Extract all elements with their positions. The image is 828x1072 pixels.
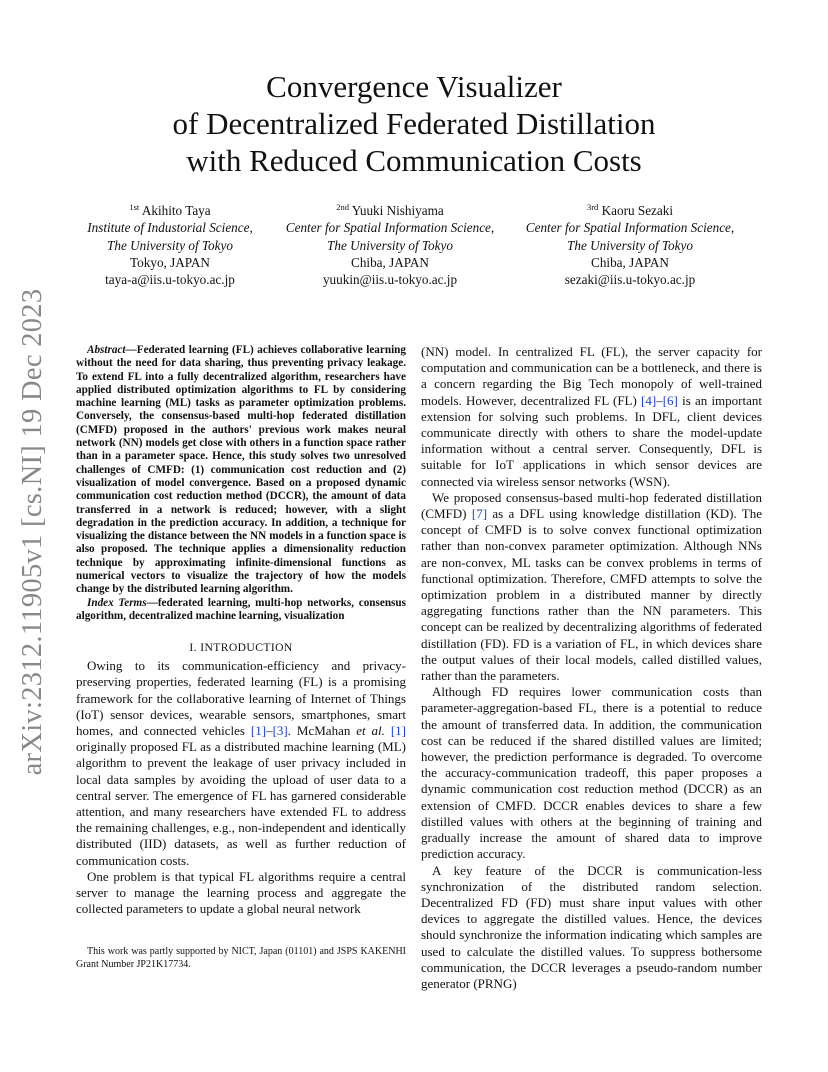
index-terms-heading: Index Terms bbox=[87, 596, 147, 609]
left-column bbox=[76, 344, 406, 917]
right-paragraph-4: A key feature of the DCCR is communication-less synchronization of the distributed random selection. Decentralized FD (FD) must share input values with other devices to aggregate the distilled values. Hence, the devices should synchronize the information indicating which samples are used to calculate the distilled values. To suppress bothersome communication, the DCCR leverages a pseudo-random number generator (PRNG) bbox=[421, 862, 762, 991]
intro-paragraph-2: One problem is that typical FL algorithms require a central server to manage the learning process and aggregate the collected parameters to update a global neural network bbox=[76, 868, 406, 917]
abstract bbox=[76, 344, 406, 597]
footnote: This work was partly supported by NICT, Japan (01101) and JSPS KAKENHI Grant Number JP21K17734. bbox=[76, 946, 406, 970]
author-location: Chiba, JAPAN bbox=[351, 254, 429, 270]
paper-title bbox=[0, 68, 828, 179]
abstract-heading: Abstract bbox=[87, 344, 126, 356]
right-column bbox=[421, 344, 762, 992]
citation-link[interactable]: [7] bbox=[471, 506, 488, 522]
author-affiliation: The University of Tokyo bbox=[107, 237, 233, 253]
index-terms bbox=[76, 597, 406, 624]
citation-link[interactable]: [1] bbox=[390, 723, 407, 739]
arxiv-identifier: arXiv:2312.11905v1 [cs.NI] 19 Dec 2023 bbox=[17, 288, 48, 776]
author-affiliation: Center for Spatial Information Science, bbox=[525, 220, 735, 236]
citation-link[interactable]: [1] bbox=[250, 723, 267, 739]
abstract-text: —Federated learning (FL) achieves collaborative learning without the need for data sharing, thus preventing privacy leakage. To extend FL into a fully decentralized algorithm, researchers have applied distributed optimization algorithms to FL by considering machine learning (ML) tasks as parameter optimization problems. Conversely, the consensus-based multi-hop federated distillation (CMFD) proposed in the authors' previous work makes neural network (NN) models get close with others in a function space rather than in a parameter space. Hence, this study solves two unresolved challenges of CMFD: (1) communication cost reduction and (2) visualization of model convergence. Based on a proposed dynamic communication cost reduction method (DCCR), the amount of data transferred in a network is reduced; however, with a slight degradation in the prediction accuracy. In addition, a technique for visualizing the distance between the NN models in a function space is also proposed. The technique applies a dimensionality reduction technique by approximating infinite-dimensional functions as numerical vectors to visualize the trajectory of how the models change by the distributed learning algorithm. bbox=[76, 344, 406, 596]
author-block-3 bbox=[512, 202, 748, 288]
author-email[interactable]: taya-a@iis.u-tokyo.ac.jp bbox=[105, 272, 235, 288]
author-email[interactable]: yuukin@iis.u-tokyo.ac.jp bbox=[322, 272, 458, 288]
author-block-1 bbox=[72, 202, 268, 288]
author-name: $^{3rd}$ Kaoru Sezaki bbox=[586, 202, 674, 218]
author-affiliation: Center for Spatial Information Science, bbox=[285, 220, 495, 236]
author-location: Tokyo, JAPAN bbox=[130, 254, 210, 270]
right-paragraph-3: Although FD requires lower communication costs than parameter-aggregation-based FL, there is a potential to reduce the amount of transferred data. In addition, the communication cost can be reduced if the shared distilled values are limited; however, the prediction performance is degraded. To overcome the accuracy-communication tradeoff, this paper proposes a dynamic communication cost reduction method (DCCR) as an extension of CMFD. DCCR enables devices to share a few distilled values with others at the beginning of training and gradually increase the amount of shared data to improve prediction accuracy. bbox=[421, 684, 762, 862]
section-heading: I. INTRODUCTION bbox=[189, 641, 293, 655]
author-name: $^{2nd}$ Yuuki Nishiyama bbox=[336, 202, 444, 218]
right-paragraph-2: We proposed consensus-based multi-hop federated distillation (CMFD) [7] as a DFL using knowledge distillation (KD). The concept of CMFD is to solve convex functional optimization rather than non-convex parameter optimization. Although NNs are non-convex, ML tasks can be convex problems in terms of functional optimization. Therefore, CMFD attempts to solve the optimization problem in a distributed manner by directly aggregating functions rather than the NN parameters. This concept can be realized by decentralizing algorithms of federated distillation (FD). FD is a variation of FL, in which devices share the output values of their local models, called distilled values, rather than the parameters. bbox=[421, 489, 762, 684]
author-name: $^{1st}$ Akihito Taya bbox=[129, 202, 211, 218]
index-terms-text: —federated learning, multi-hop networks, consensus algorithm, decentralized machine learning, visualization bbox=[76, 596, 406, 622]
intro-paragraph-1: Owing to its communication-efficiency and privacy-preserving properties, federated learning (FL) is a promising framework for the collaborative learning of Internet of Things (IoT) sensor devices, wearable sensors, smartphones, smart homes, and connected vehicles [1]–[3]. McMahan et al. [1] originally proposed FL as a distributed machine learning (ML) algorithm to prevent the leakage of user privacy included in local data samples by avoiding the upload of user data to a central server. The emergence of FL has garnered considerable attention, and many researchers have extended FL to address the remaining challenges, e.g., non-independent and identically distributed (IID) datasets, as well as further reduction of communication costs. bbox=[76, 658, 407, 868]
title-line-2: of Decentralized Federated Distillation bbox=[172, 106, 656, 141]
arxiv-stamp bbox=[12, 288, 54, 776]
citation-link[interactable]: [3] bbox=[272, 723, 288, 739]
citation-link[interactable]: [6] bbox=[662, 392, 678, 408]
right-paragraph-1: (NN) model. In centralized FL (FL), the server capacity for computation and communication can be a bottleneck, and there is a concern regarding the Big Tech monopoly of well-trained models. However, decentralized FL (FL) [4]–[6] is an important extension for solving such problems. In DFL, client devices communicate directly with others to share the model-update information without a central server. Consequently, DFL is suitable for IoT applications in which sensor devices are connected via wireless sensor networks (WSN). bbox=[421, 344, 762, 489]
author-block-2 bbox=[270, 202, 510, 288]
citation-link[interactable]: [4] bbox=[641, 392, 657, 408]
author-affiliation: Institute of Industorial Science, bbox=[87, 220, 253, 236]
author-affiliation: The University of Tokyo bbox=[327, 237, 453, 253]
title-line-3: with Reduced Communication Costs bbox=[186, 143, 642, 178]
author-affiliation: The University of Tokyo bbox=[567, 237, 693, 253]
author-email[interactable]: sezaki@iis.u-tokyo.ac.jp bbox=[564, 272, 696, 288]
title-line-1: Convergence Visualizer bbox=[266, 69, 562, 104]
author-location: Chiba, JAPAN bbox=[591, 254, 669, 270]
